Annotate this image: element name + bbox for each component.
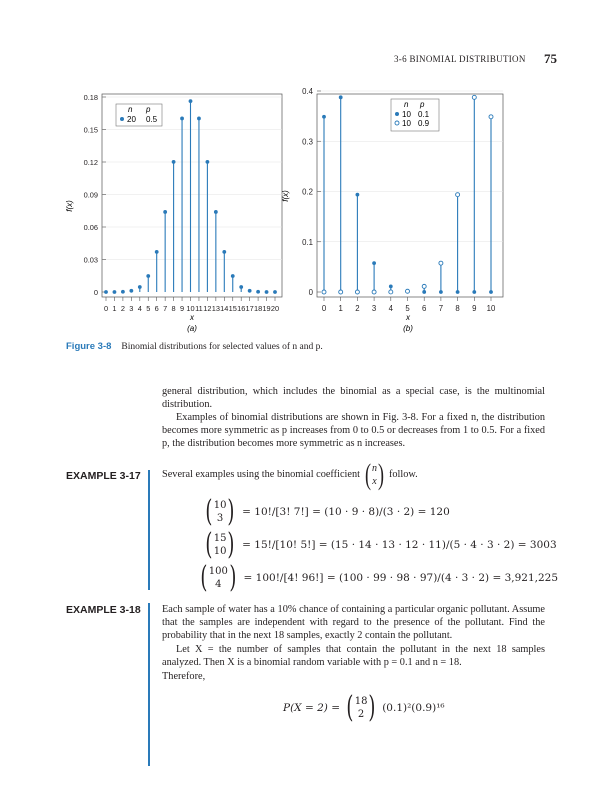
chart-b-ytick-label: 0.2 xyxy=(302,187,313,197)
eq3-top: 100 xyxy=(208,566,228,577)
eq3-rhs: = 100!/[4! 96!] = (100 · 99 · 98 · 97)/(4 · 3 · 2) = 3,921,225 xyxy=(243,572,559,584)
figure-caption-text: Binomial distributions for selected values of n and p. xyxy=(121,342,323,352)
equation-row-2: ( 15 10 ) = 15!/[10! 5!] = (15 · 14 · 13 · 12 · 11)/(5 · 4 · 3 · 2) = 3003 xyxy=(205,527,557,562)
chart-a-point-filled xyxy=(163,210,167,214)
prob-eq-bottom: 2 xyxy=(357,709,365,720)
chart-a-point-filled xyxy=(256,290,260,294)
chart-b-point-open xyxy=(439,261,443,265)
chart-b-xtick-label: 9 xyxy=(472,304,477,313)
binom-top-n: n xyxy=(371,463,377,474)
chart-a-point-filled xyxy=(180,117,184,121)
chart-a-point-filled xyxy=(239,285,243,289)
example-3-18-bar xyxy=(148,603,150,766)
eq1-rhs: = 10!/[3! 7!] = (10 · 9 · 8)/(3 · 2) = 120 xyxy=(242,506,450,518)
chart-b-point-open xyxy=(422,284,426,288)
chart-b-point-open xyxy=(489,115,493,119)
chart-b-xtick-label: 0 xyxy=(321,304,327,313)
chart-a-ytick-label: 0.18 xyxy=(83,93,98,102)
chart-a-point-filled xyxy=(129,289,133,293)
chart-a-ytick-label: 0.03 xyxy=(83,255,98,265)
prob-eq-top: 18 xyxy=(354,696,368,707)
chart-b-legend-p-header: p xyxy=(420,100,425,109)
chart-a-legend-n-header: n xyxy=(128,105,133,114)
chart-a-point-filled xyxy=(206,160,210,164)
eq2-rhs: = 15!/[10! 5!] = (15 · 14 · 13 · 12 · 11)/(5 · 4 · 3 · 2) = 3003 xyxy=(242,539,557,551)
chart-b-xtick-label: 4 xyxy=(388,304,393,313)
chart-a-xtick-label: 17 xyxy=(245,304,254,313)
binomial-coefficient-n-x: ( n x ) xyxy=(364,458,384,491)
example-3-18-paragraph-3: Therefore, xyxy=(162,671,206,682)
chart-b-xlabel: x xyxy=(406,313,410,322)
binom-bottom-x: x xyxy=(372,476,377,487)
chart-a-xtick-label: 5 xyxy=(146,304,151,313)
chart-b-legend-n-value-2: 10 xyxy=(402,119,411,128)
chart-a-point-filled xyxy=(121,290,125,294)
chart-a-legend-marker-filled xyxy=(120,117,124,121)
chart-a-xtick-label: 2 xyxy=(120,304,125,313)
running-header-section: 3-6 BINOMIAL DISTRIBUTION xyxy=(394,54,526,64)
chart-b-point-filled xyxy=(322,115,326,119)
figure-caption xyxy=(66,341,323,352)
page-number: 75 xyxy=(544,51,557,66)
eq1-top: 10 xyxy=(213,500,227,511)
chart-a-ytick-label: 0.15 xyxy=(83,125,98,135)
chart-b-xtick-label: 7 xyxy=(438,304,444,313)
chart-a-point-filled xyxy=(113,290,117,294)
chart-a-ytick-label: 0.09 xyxy=(83,190,98,200)
chart-a-legend-p-header: p xyxy=(146,105,151,114)
probability-equation: P(X = 2) = ( 18 2 ) (0.1)²(0.9)¹⁶ xyxy=(283,690,445,725)
prob-eq-lhs: P(X = 2) = xyxy=(283,702,341,714)
chart-a-xtick-label: 14 xyxy=(220,304,229,313)
chart-a-xtick-label: 15 xyxy=(228,304,237,313)
chart-a-point-filled xyxy=(104,290,108,294)
chart-b-legend-p-value-2: 0.9 xyxy=(418,119,430,128)
chart-a-point-filled xyxy=(138,285,142,289)
chart-a-xtick-label: 4 xyxy=(137,304,142,313)
body-paragraph-1: general distribution, which includes the binomial as a special case, is the multinomial distribution. xyxy=(162,386,545,411)
chart-b-xtick-label: 5 xyxy=(405,304,410,313)
chart-a-ytick-label: 0.06 xyxy=(83,223,98,232)
chart-a-xtick-label: 1 xyxy=(112,304,117,313)
chart-b-point-open xyxy=(355,290,359,294)
chart-a-xtick-label: 7 xyxy=(163,304,168,313)
equation-row-1: ( 10 3 ) = 10!/[3! 7!] = (10 · 9 · 8)/(3 · 2) = 120 xyxy=(205,494,450,529)
figure-3-8 xyxy=(0,0,609,345)
chart-a-xtick-label: 18 xyxy=(253,304,263,313)
chart-a-legend-n-value: 20 xyxy=(127,115,136,124)
example-3-17-label: EXAMPLE 3-17 xyxy=(66,470,141,482)
chart-b xyxy=(281,87,503,333)
chart-a-point-filled xyxy=(146,274,150,278)
chart-a-point-filled xyxy=(222,250,226,254)
eq2-top: 15 xyxy=(213,533,227,544)
example-3-17-intro-before: Several examples using the binomial coefficient xyxy=(162,469,360,481)
chart-b-xtick-label: 2 xyxy=(355,304,360,313)
chart-b-xtick-label: 6 xyxy=(422,304,427,313)
chart-a-point-filled xyxy=(197,117,201,121)
chart-b-xtick-label: 3 xyxy=(371,304,377,313)
chart-a-xlabel: x xyxy=(190,313,194,322)
chart-b-xtick-label: 1 xyxy=(338,304,343,313)
chart-a-xtick-label: 11 xyxy=(195,304,203,313)
chart-a-ytick-label: 0.12 xyxy=(83,158,98,167)
chart-a-point-filled xyxy=(155,250,159,254)
chart-b-point-filled xyxy=(356,193,360,197)
eq3-bottom: 4 xyxy=(215,579,222,590)
chart-b-legend-marker-filled xyxy=(395,112,399,116)
chart-a-ylabel: f(x) xyxy=(65,200,74,212)
example-3-17-intro-after: follow. xyxy=(388,469,418,481)
chart-a-xtick-label: 20 xyxy=(270,304,280,313)
chart-b-point-open xyxy=(372,290,376,294)
chart-b-legend-p-value-1: 0.1 xyxy=(418,110,430,119)
chart-a-xtick-label: 6 xyxy=(154,304,159,313)
chart-b-point-filled xyxy=(339,95,343,99)
example-3-18-paragraph-1: Each sample of water has a 10% chance of containing a particular organic pollutant. Assume that the samples are independent with regard to the presence of the pollutant. Find the probability that in the next 18 samples, exactly 2 contain the pollutant. xyxy=(162,604,545,642)
figure-label: Figure 3-8 xyxy=(66,341,112,352)
chart-b-point-open xyxy=(472,95,476,99)
chart-a-point-filled xyxy=(248,289,252,293)
chart-a-xtick-label: 10 xyxy=(186,304,195,313)
example-3-18-paragraph-2: Let X = the number of samples that contain the pollutant in the next 18 samples analyzed. Then X is a binomial random variable with p = 0.1 and n = 18. xyxy=(162,644,545,669)
chart-a-xtick-label: 16 xyxy=(237,304,246,313)
chart-b-legend-n-header: n xyxy=(404,100,409,109)
chart-b-point-open xyxy=(322,290,326,294)
chart-b-panel-label: (b) xyxy=(403,324,413,333)
chart-b-ylabel: f(x) xyxy=(281,190,290,202)
eq1-bottom: 3 xyxy=(216,513,224,524)
chart-a xyxy=(65,93,282,333)
chart-a-point-filled xyxy=(189,99,193,103)
chart-a-xtick-label: 0 xyxy=(103,304,109,313)
example-3-18-label: EXAMPLE 3-18 xyxy=(66,604,141,616)
chart-b-point-open xyxy=(406,289,410,293)
chart-b-legend-marker-open xyxy=(395,121,399,125)
chart-a-xtick-label: 19 xyxy=(262,304,271,313)
chart-b-xtick-label: 10 xyxy=(486,304,496,313)
chart-b-point-open xyxy=(339,290,343,294)
chart-b-legend-n-value-1: 10 xyxy=(402,110,411,119)
chart-a-point-filled xyxy=(273,290,277,294)
chart-b-ytick-label: 0.1 xyxy=(302,237,313,247)
equation-row-3: ( 100 4 ) = 100!/[4! 96!] = (100 · 99 · 98 · 97)/(4 · 3 · 2) = 3,921,225 xyxy=(200,560,559,595)
chart-a-xtick-label: 12 xyxy=(203,304,212,313)
chart-a-point-filled xyxy=(265,290,269,294)
chart-a-xtick-label: 13 xyxy=(211,304,220,313)
chart-b-point-open xyxy=(389,290,393,294)
example-3-17-intro xyxy=(162,460,545,490)
chart-a-xtick-label: 9 xyxy=(179,304,185,313)
chart-b-point-filled xyxy=(389,284,393,288)
chart-a-ytick-label: 0 xyxy=(93,288,98,297)
chart-a-point-filled xyxy=(214,210,218,214)
example-3-17-bar xyxy=(148,470,150,590)
chart-b-ytick-label: 0 xyxy=(308,288,313,297)
chart-a-panel-label: (a) xyxy=(187,324,197,333)
body-paragraph-2: Examples of binomial distributions are shown in Fig. 3-8. For a fixed n, the distribution becomes more symmetric as p increases from 0 to 0.5 or decreases from 1 to 0.5. For a fixed p, the distribution becomes more symmetric as n increases. xyxy=(162,412,545,450)
chart-b-ytick-label: 0.4 xyxy=(302,87,313,96)
eq2-bottom: 10 xyxy=(213,546,227,557)
chart-a-xtick-label: 3 xyxy=(129,304,134,313)
chart-b-ytick-label: 0.3 xyxy=(302,137,313,147)
chart-a-point-filled xyxy=(231,274,235,278)
chart-a-legend-p-value: 0.5 xyxy=(146,115,158,124)
chart-b-point-filled xyxy=(372,261,376,265)
chart-a-xtick-label: 8 xyxy=(171,304,176,313)
prob-eq-rhs: (0.1)²(0.9)¹⁶ xyxy=(382,702,445,714)
chart-a-point-filled xyxy=(172,160,176,164)
chart-b-xtick-label: 8 xyxy=(455,304,460,313)
chart-b-point-open xyxy=(456,193,460,197)
